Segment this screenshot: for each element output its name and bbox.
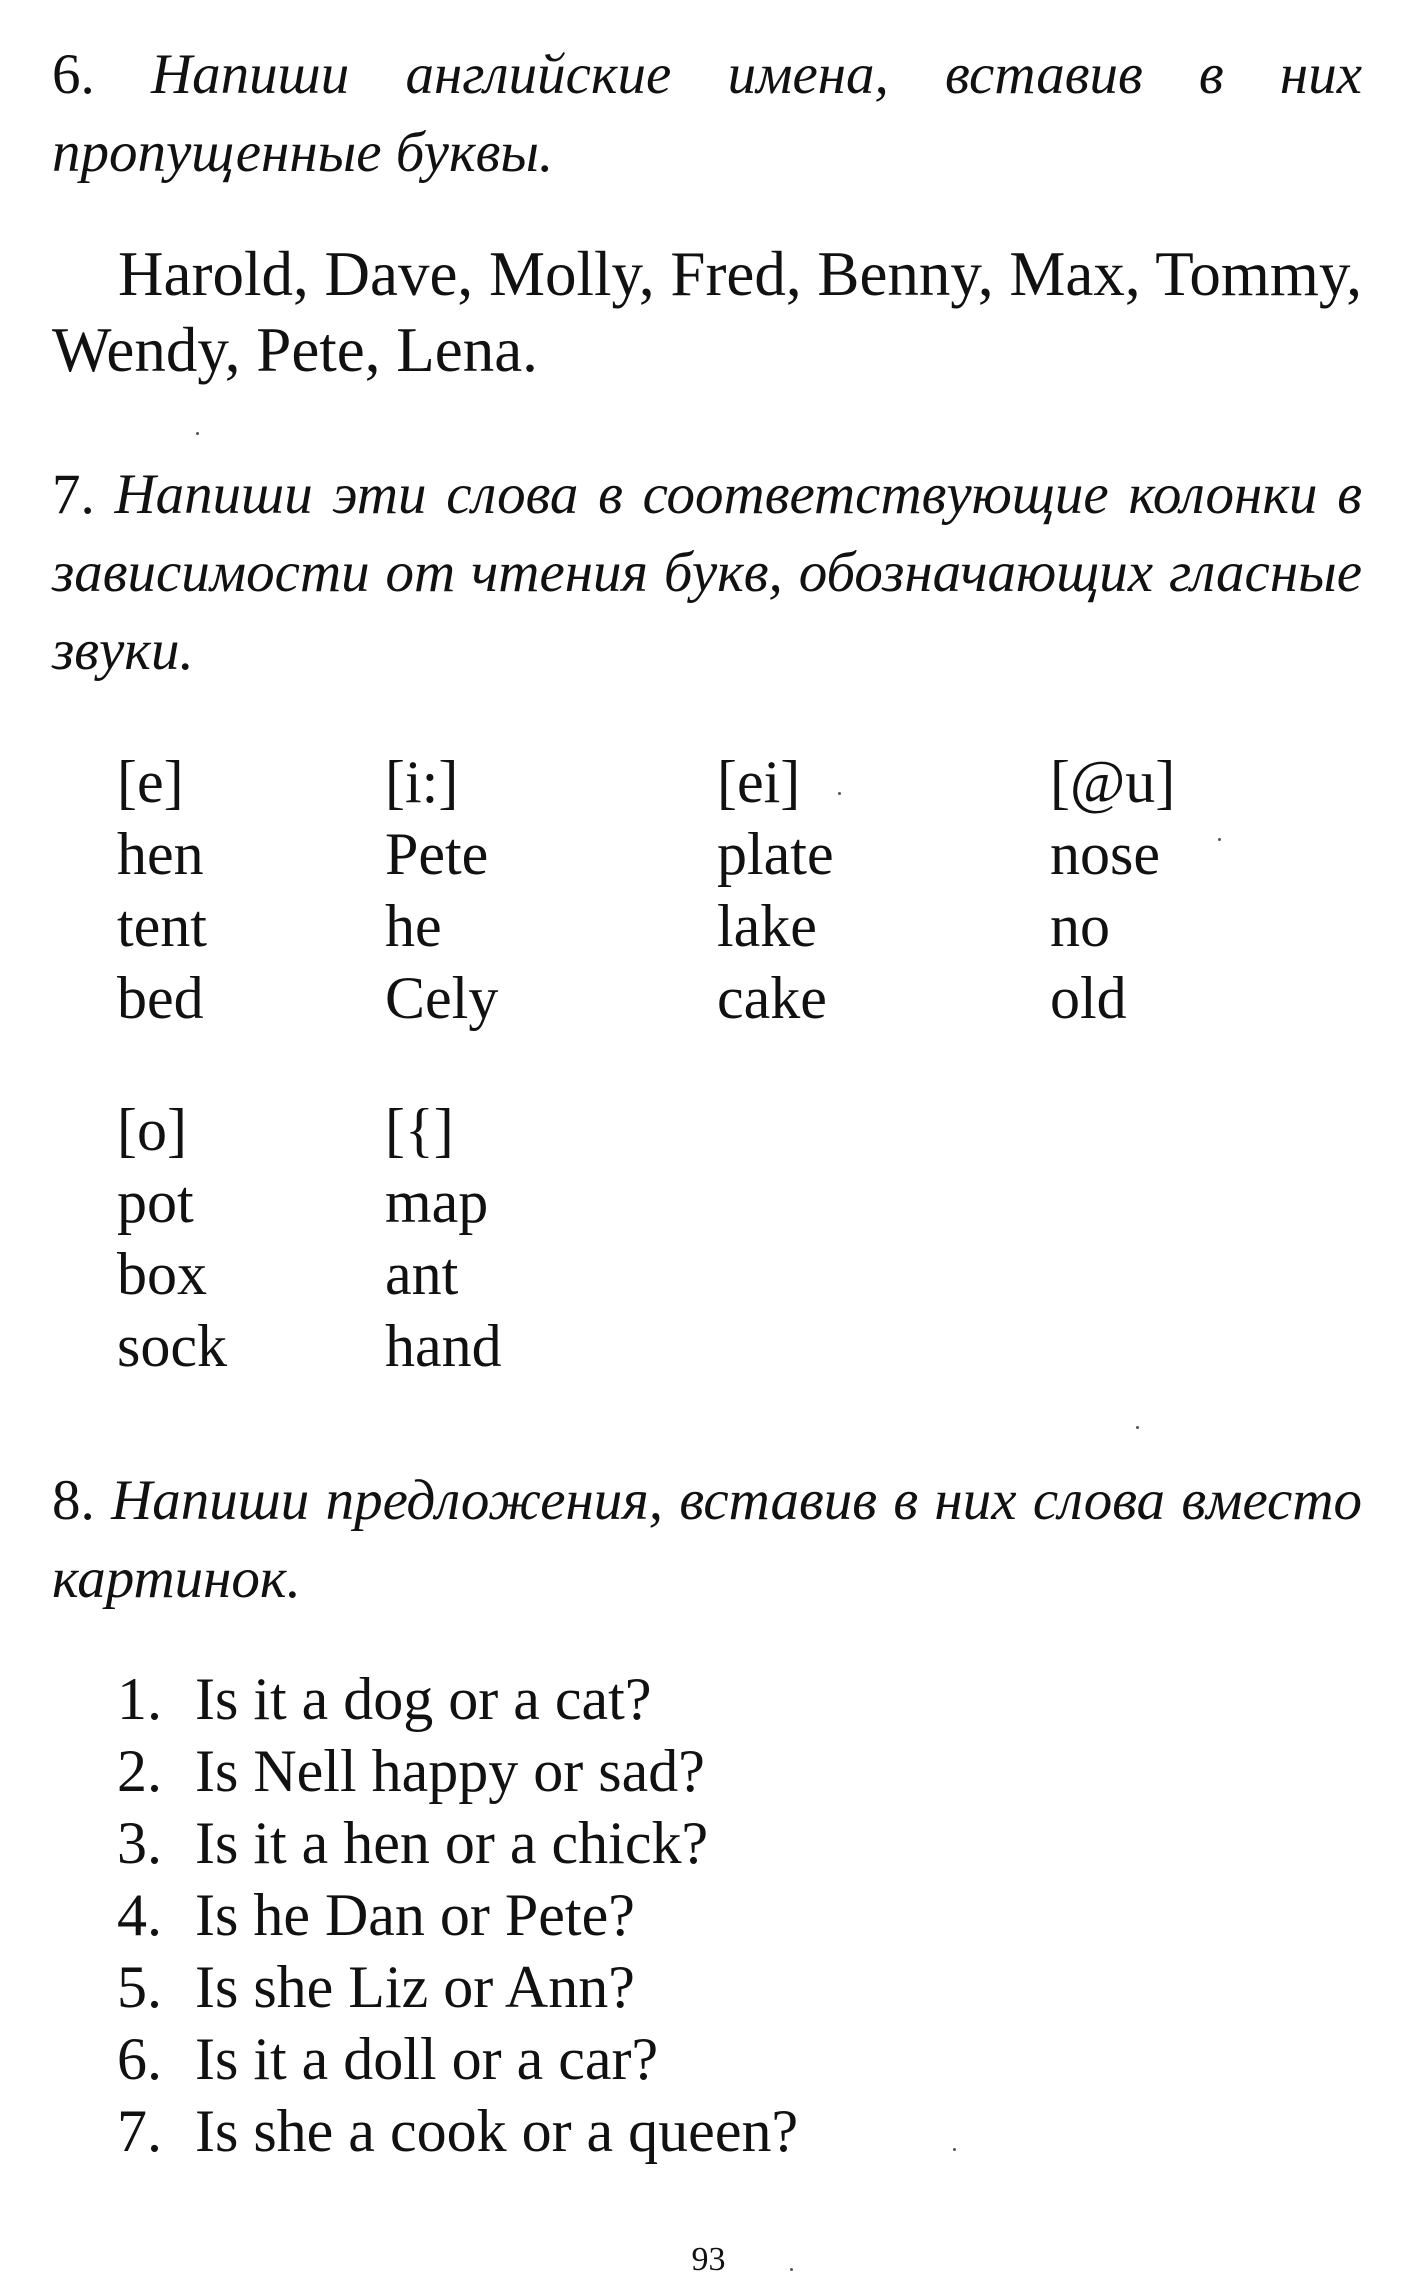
task-7-number: 7. xyxy=(52,463,95,526)
list-item xyxy=(117,1879,798,1951)
scan-speck xyxy=(953,2148,956,2151)
item-number: 4. xyxy=(117,1882,162,1948)
column-word: bed xyxy=(117,965,204,1031)
column-header: [ei] xyxy=(717,749,801,815)
item-number: 7. xyxy=(117,2098,162,2164)
list-item xyxy=(117,1951,798,2023)
list-item xyxy=(117,1663,798,1735)
task-7-heading xyxy=(52,456,1362,690)
column-header: [@u] xyxy=(1050,749,1176,815)
column-word: sock xyxy=(117,1313,227,1379)
sound-column-e xyxy=(117,746,207,1034)
column-header: [{] xyxy=(385,1097,454,1163)
sound-column-ae xyxy=(385,1094,502,1382)
page-number: 93 xyxy=(691,2241,726,2278)
sentence-list xyxy=(117,1663,798,2167)
item-text: Is he Dan or Pete? xyxy=(195,1882,635,1948)
item-number: 2. xyxy=(117,1738,162,1804)
column-header: [i:] xyxy=(385,749,459,815)
column-word: old xyxy=(1050,965,1127,1031)
task-6-instruction: Напиши английские имена, вставив в них пропущенные буквы. xyxy=(52,43,1363,184)
scan-speck xyxy=(1218,838,1221,841)
scan-speck xyxy=(790,2268,793,2271)
column-header: [o] xyxy=(117,1097,187,1163)
column-word: plate xyxy=(717,821,834,887)
column-header: [e] xyxy=(117,749,184,815)
column-word: he xyxy=(385,893,442,959)
scan-speck xyxy=(838,792,841,795)
sound-column-ei xyxy=(717,746,834,1034)
column-word: ant xyxy=(385,1241,459,1307)
item-text: Is Nell happy or sad? xyxy=(195,1738,705,1804)
scan-speck xyxy=(196,432,199,435)
task-8-heading xyxy=(52,1462,1362,1618)
item-text: Is it a hen or a chick? xyxy=(195,1810,709,1876)
column-word: Cely xyxy=(385,965,499,1031)
column-word: no xyxy=(1050,893,1110,959)
column-word: map xyxy=(385,1169,489,1235)
item-text: Is she Liz or Ann? xyxy=(195,1954,635,2020)
sound-column-i-long xyxy=(385,746,498,1034)
task-7-instruction: Напиши эти слова в соответствующие колонки в зависимости от чтения букв, обозначающих гласные звуки. xyxy=(52,463,1362,682)
task-8-instruction: Напиши предложения, вставив в них слова вместо картинок. xyxy=(52,1469,1363,1610)
column-word: hand xyxy=(385,1313,502,1379)
sound-column-o xyxy=(117,1094,227,1382)
column-word: Pete xyxy=(385,821,489,887)
item-number: 3. xyxy=(117,1810,162,1876)
column-word: tent xyxy=(117,893,207,959)
list-item xyxy=(117,2023,798,2095)
list-item xyxy=(117,1807,798,1879)
task-6-number: 6. xyxy=(52,43,95,106)
item-number: 6. xyxy=(117,2026,162,2092)
item-number: 5. xyxy=(117,1954,162,2020)
item-number: 1. xyxy=(117,1666,162,1732)
item-text: Is she a cook or a queen? xyxy=(195,2098,799,2164)
list-item xyxy=(117,1735,798,1807)
task-6-heading xyxy=(52,36,1362,192)
item-text: Is it a doll or a car? xyxy=(195,2026,659,2092)
task-8-number: 8. xyxy=(52,1469,95,1532)
sound-column-ou xyxy=(1050,746,1175,1034)
column-word: pot xyxy=(117,1169,194,1235)
column-word: cake xyxy=(717,965,827,1031)
column-word: hen xyxy=(117,821,204,887)
column-word: box xyxy=(117,1241,207,1307)
item-text: Is it a dog or a cat? xyxy=(195,1666,652,1732)
column-word: nose xyxy=(1050,821,1160,887)
task-6-names: Harold, Dave, Molly, Fred, Benny, Max, Tommy, Wendy, Pete, Lena. xyxy=(52,239,1362,385)
column-word: lake xyxy=(717,893,817,959)
list-item xyxy=(117,2095,798,2167)
scan-speck xyxy=(1136,1426,1139,1429)
